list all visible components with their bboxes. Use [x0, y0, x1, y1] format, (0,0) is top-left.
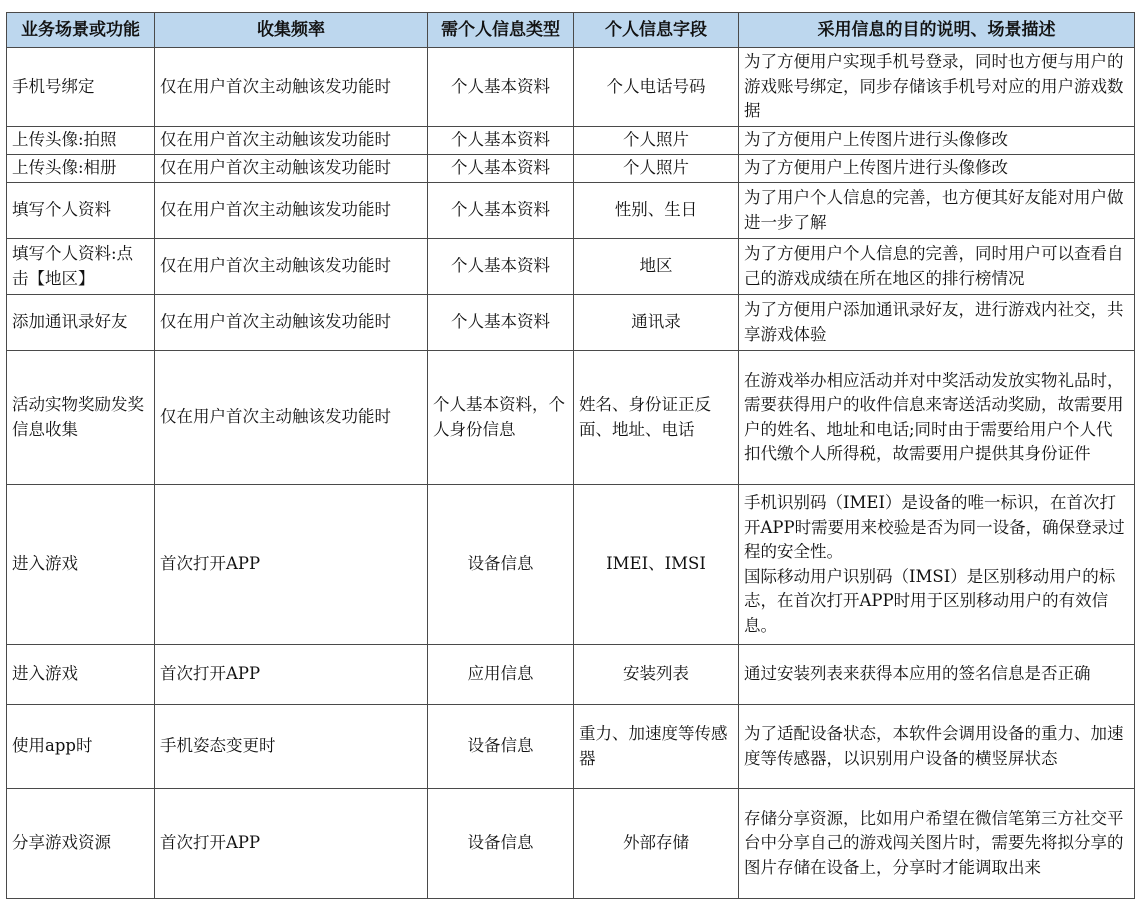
cell-info-type: 个人基本资料，个人身份信息	[428, 351, 574, 485]
table-row	[7, 155, 1135, 183]
cell-info-type: 设备信息	[428, 789, 574, 899]
cell-purpose: 为了方便用户上传图片进行头像修改	[739, 127, 1135, 155]
cell-scene: 上传头像:相册	[7, 155, 155, 183]
cell-info-type: 个人基本资料	[428, 127, 574, 155]
cell-info-field: 姓名、身份证正反面、地址、电话	[574, 351, 739, 485]
table-row	[7, 183, 1135, 239]
privacy-info-table	[6, 12, 1135, 899]
cell-purpose: 在游戏举办相应活动并对中奖活动发放实物礼品时，需要获得用户的收件信息来寄送活动奖励，故需要用户的姓名、地址和电话;同时由于需要给用户个人代扣代缴个人所得税，故需要用户提供其身份证件	[739, 351, 1135, 485]
cell-info-type: 个人基本资料	[428, 295, 574, 351]
table-row	[7, 705, 1135, 789]
table-row	[7, 645, 1135, 705]
purpose-imei-text: 手机识别码（IMEI）是设备的唯一标识，在首次打开APP时需要用来校验是否为同一设备，确保登录过程的安全性。	[744, 493, 1125, 561]
cell-info-type: 个人基本资料	[428, 155, 574, 183]
cell-frequency: 手机姿态变更时	[155, 705, 428, 789]
cell-info-field: 外部存储	[574, 789, 739, 899]
cell-scene: 活动实物奖励发奖信息收集	[7, 351, 155, 485]
cell-frequency: 仅在用户首次主动触该发功能时	[155, 239, 428, 295]
cell-info-field: 地区	[574, 239, 739, 295]
cell-frequency: 仅在用户首次主动触该发功能时	[155, 351, 428, 485]
cell-info-type: 个人基本资料	[428, 183, 574, 239]
header-frequency: 收集频率	[155, 13, 428, 48]
cell-info-field: 个人照片	[574, 127, 739, 155]
cell-purpose: 为了方便用户实现手机号登录，同时也方便与用户的游戏账号绑定，同步存储该手机号对应的用户游戏数据	[739, 48, 1135, 127]
cell-info-field: IMEI、IMSI	[574, 485, 739, 645]
cell-info-type: 应用信息	[428, 645, 574, 705]
cell-info-field: 重力、加速度等传感器	[574, 705, 739, 789]
table-row	[7, 239, 1135, 295]
purpose-imsi-text: 国际移动用户识别码（IMSI）是区别移动用户的标志，在首次打开APP时用于区别移动用户的有效信息。	[744, 566, 1116, 635]
table-row	[7, 351, 1135, 485]
cell-info-type: 个人基本资料	[428, 48, 574, 127]
cell-frequency: 仅在用户首次主动触该发功能时	[155, 127, 428, 155]
cell-info-type: 设备信息	[428, 705, 574, 789]
cell-purpose: 为了方便用户个人信息的完善，同时用户可以查看自己的游戏成绩在所在地区的排行榜情况	[739, 239, 1135, 295]
cell-purpose: 存储分享资源，比如用户希望在微信笔第三方社交平台中分享自己的游戏闯关图片时，需要先将拟分享的图片存储在设备上，分享时才能调取出来	[739, 789, 1135, 899]
cell-scene: 进入游戏	[7, 645, 155, 705]
table-row	[7, 485, 1135, 645]
cell-info-field: 个人照片	[574, 155, 739, 183]
header-purpose: 采用信息的目的说明、场景描述	[739, 13, 1135, 48]
cell-scene: 手机号绑定	[7, 48, 155, 127]
cell-purpose: 为了方便用户添加通讯录好友，进行游戏内社交，共享游戏体验	[739, 295, 1135, 351]
cell-purpose: 为了方便用户上传图片进行头像修改	[739, 155, 1135, 183]
cell-frequency: 首次打开APP	[155, 485, 428, 645]
table-row	[7, 48, 1135, 127]
cell-scene: 添加通讯录好友	[7, 295, 155, 351]
table-row	[7, 127, 1135, 155]
cell-info-field: 安装列表	[574, 645, 739, 705]
cell-scene: 上传头像:拍照	[7, 127, 155, 155]
cell-frequency: 仅在用户首次主动触该发功能时	[155, 295, 428, 351]
cell-info-type: 个人基本资料	[428, 239, 574, 295]
cell-scene: 使用app时	[7, 705, 155, 789]
table-row	[7, 789, 1135, 899]
cell-info-field: 通讯录	[574, 295, 739, 351]
table-row	[7, 295, 1135, 351]
cell-frequency: 仅在用户首次主动触该发功能时	[155, 155, 428, 183]
cell-scene: 填写个人资料	[7, 183, 155, 239]
cell-frequency: 仅在用户首次主动触该发功能时	[155, 48, 428, 127]
cell-frequency: 首次打开APP	[155, 645, 428, 705]
cell-frequency: 首次打开APP	[155, 789, 428, 899]
cell-scene: 分享游戏资源	[7, 789, 155, 899]
cell-scene: 填写个人资料:点击【地区】	[7, 239, 155, 295]
header-scene: 业务场景或功能	[7, 13, 155, 48]
cell-purpose: 为了适配设备状态，本软件会调用设备的重力、加速度等传感器，以识别用户设备的横竖屏状态	[739, 705, 1135, 789]
cell-info-field: 个人电话号码	[574, 48, 739, 127]
header-info-field: 个人信息字段	[574, 13, 739, 48]
cell-info-field: 性别、生日	[574, 183, 739, 239]
cell-scene: 进入游戏	[7, 485, 155, 645]
cell-purpose	[739, 485, 1135, 645]
cell-purpose: 通过安装列表来获得本应用的签名信息是否正确	[739, 645, 1135, 705]
cell-info-type: 设备信息	[428, 485, 574, 645]
header-info-type: 需个人信息类型	[428, 13, 574, 48]
cell-purpose: 为了用户个人信息的完善，也方便其好友能对用户做进一步了解	[739, 183, 1135, 239]
cell-frequency: 仅在用户首次主动触该发功能时	[155, 183, 428, 239]
table-header-row	[7, 13, 1135, 48]
